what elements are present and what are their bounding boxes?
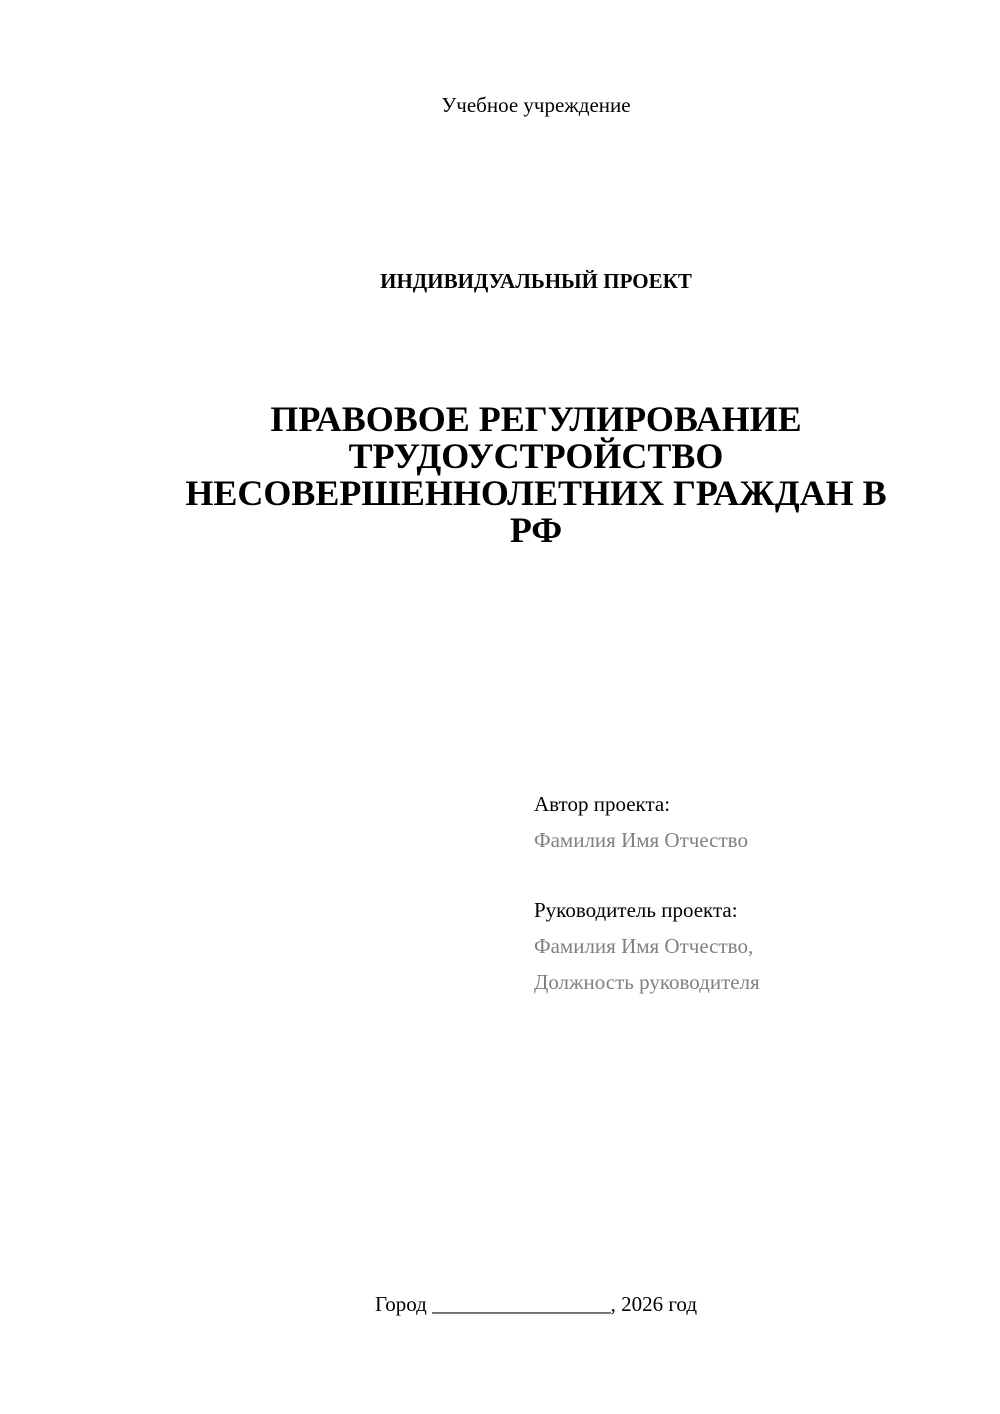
city-year-line: Город _________________, 2026 год [374, 1292, 698, 1316]
project-title-line: НЕСОВЕРШЕННОЛЕТНИХ ГРАЖДАН В [185, 473, 887, 513]
author-name: Фамилия Имя Отчество [534, 828, 748, 852]
project-type-heading: ИНДИВИДУАЛЬНЫЙ ПРОЕКТ [380, 269, 692, 293]
supervisor-block [534, 892, 760, 1000]
supervisor-name: Фамилия Имя Отчество, [534, 934, 754, 958]
institution-name: Учебное учреждение [441, 93, 631, 117]
supervisor-position: Должность руководителя [534, 970, 760, 994]
project-title [150, 401, 922, 549]
project-title-line: ТРУДОУСТРОЙСТВО [348, 436, 724, 476]
project-title-line: РФ [509, 510, 563, 550]
project-title-line: ПРАВОВОЕ РЕГУЛИРОВАНИЕ [270, 399, 802, 439]
supervisor-label: Руководитель проекта: [534, 898, 738, 922]
author-label: Автор проекта: [534, 792, 671, 816]
author-block [534, 786, 748, 858]
